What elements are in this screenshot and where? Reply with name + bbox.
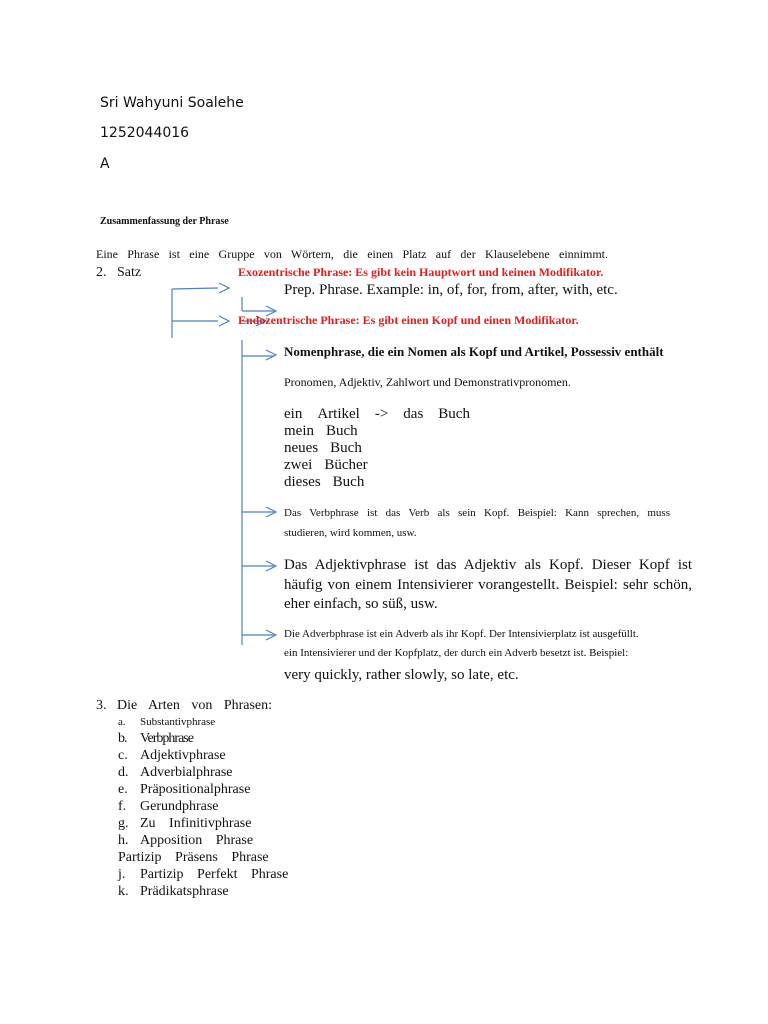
example-row <box>284 406 482 423</box>
list-marker: j. <box>118 867 126 882</box>
example-row <box>284 440 482 457</box>
nomen-heading: Nomenphrase, die ein Nomen als Kopf und Artikel, Possessiv enthält <box>284 344 664 359</box>
exo-heading: Exozentrische Phrase: Es gibt kein Hauptwort und keinen Modifikator. <box>238 265 604 279</box>
nomen-examples <box>284 406 482 491</box>
adj-phrase-line-1: Das Adjektivphrase ist das Adjektiv als Kopf. Dieser Kopf ist <box>284 557 692 573</box>
list-item <box>118 832 288 849</box>
exo-arrow-icon <box>219 283 229 293</box>
list-text: Adjektivphrase <box>140 748 226 763</box>
author-name: Sri Wahyuni Soalehe <box>100 95 244 111</box>
example-row <box>284 457 482 474</box>
item-3-number: 3. <box>96 698 107 713</box>
nomen-subtext: Pronomen, Adjektiv, Zahlwort und Demonstrativpronomen. <box>284 375 571 389</box>
list-item <box>118 866 288 883</box>
example-word: Buch <box>330 440 362 456</box>
list-text: Apposition Phrase <box>140 833 254 848</box>
student-id: 1252044016 <box>100 125 190 141</box>
adv-phrase-line-3: very quickly, rather slowly, so late, etc. <box>284 667 519 683</box>
example-row <box>284 423 482 440</box>
example-word: dieses <box>284 474 321 490</box>
example-word: neues <box>284 440 319 456</box>
list-marker: k. <box>118 884 129 899</box>
nomen-arrow-icon <box>266 350 276 360</box>
item-3 <box>96 698 272 714</box>
list-item <box>118 815 288 832</box>
example-word: Bücher <box>324 457 368 473</box>
adv-phrase-line-2: ein Intensivierer und der Kopfplatz, der durch ein Adverb besetzt ist. Beispiel: <box>284 647 629 659</box>
intro-paragraph: Eine Phrase ist eine Gruppe von Wörtern, die einen Platz auf der Klauselebene einnimmt. <box>96 247 608 261</box>
class-label: A <box>100 156 110 172</box>
example-word: ein <box>284 406 303 422</box>
item-3-label: Die Arten von Phrasen: <box>117 698 273 713</box>
verb-phrase-line-1: Das Verbphrase ist das Verb als sein Kopf. Beispiel: Kann sprechen, muss <box>284 507 670 519</box>
list-text: Substantivphrase <box>140 716 216 728</box>
example-row <box>284 474 482 491</box>
adj-phrase-line-3: eher einfach, so süß, usw. <box>284 596 438 612</box>
example-word: -> <box>374 406 389 422</box>
endo-heading: Endozentrische Phrase: Es gibt einen Kopf und einen Modifikator. <box>238 313 579 327</box>
list-item <box>118 781 288 798</box>
list-text: Zu Infinitivphrase <box>140 816 252 831</box>
adv-phrase-line-1: Die Adverbphrase ist ein Adverb als ihr Kopf. Der Intensivierplatz ist ausgefüllt. <box>284 628 639 640</box>
list-marker: h. <box>118 833 129 848</box>
list-item <box>118 883 288 900</box>
list-marker: a. <box>118 716 126 728</box>
list-text: Verbphrase <box>140 731 193 746</box>
example-word: das <box>403 406 424 422</box>
list-marker: c. <box>118 748 128 763</box>
example-word: Buch <box>438 406 470 422</box>
list-text: Partizip Präsens Phrase <box>118 850 269 865</box>
list-text: Präpositionalphrase <box>140 782 251 797</box>
example-word: Buch <box>332 474 365 490</box>
item-2-label: Satz <box>117 265 142 280</box>
verb-phrase-line-2: studieren, wird kommen, usw. <box>284 527 417 539</box>
example-word: Artikel <box>317 406 360 422</box>
list-marker: f. <box>118 799 127 814</box>
example-word: Buch <box>326 423 358 439</box>
list-text: Partizip Perfekt Phrase <box>140 867 289 882</box>
example-word: zwei <box>284 457 313 473</box>
document-title: Zusammenfassung der Phrase <box>100 216 229 227</box>
prep-phrase: Prep. Phrase. Example: in, of, for, from, after, with, etc. <box>284 282 618 298</box>
list-text: Prädikatsphrase <box>140 884 229 899</box>
list-item <box>118 798 288 815</box>
list-item <box>118 764 288 781</box>
phrase-types-list <box>118 715 288 900</box>
example-word: mein <box>284 423 314 439</box>
endo-arrow-icon <box>219 316 229 326</box>
list-text: Gerundphrase <box>140 799 219 814</box>
list-item <box>118 747 288 764</box>
item-2-number: 2. <box>96 265 107 280</box>
list-text: Adverbialphrase <box>140 765 233 780</box>
adj-phrase-line-2: häufig von einem Intensivierer vorangestellt. Beispiel: sehr schön, <box>284 577 692 593</box>
list-marker: g. <box>118 816 129 831</box>
exo-branch-line <box>172 288 218 289</box>
list-marker: e. <box>118 782 128 797</box>
list-item <box>118 849 288 866</box>
list-item <box>118 730 288 747</box>
list-item <box>118 715 288 730</box>
list-marker: b. <box>118 731 127 746</box>
list-marker: d. <box>118 765 129 780</box>
